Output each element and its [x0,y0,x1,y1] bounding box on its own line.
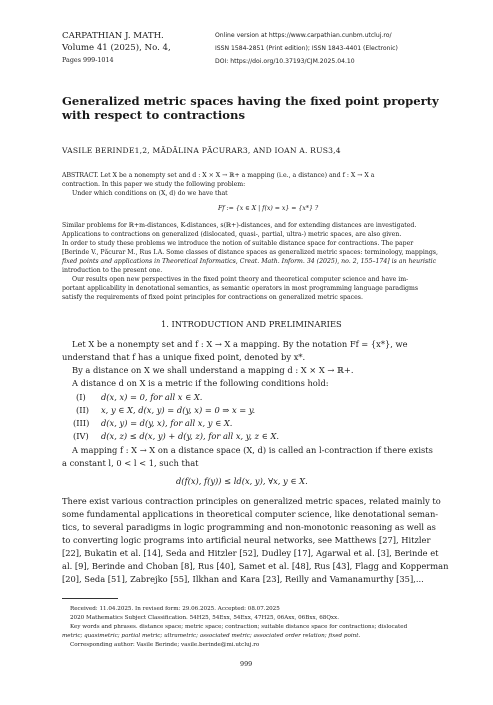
body-line: A distance d on X is a metric if the following conditions hold: [72,378,329,388]
footnote-keywords: Key words and phrases. distance space; metric space; contraction; suitable distance space for contractions; dislocated [70,624,408,630]
footnote-received: Received: 11.04.2025. In revised form: 29.06.2025. Accepted: 08.07.2025 [70,606,280,612]
contraction-formula: d(f(x), f(y)) ≤ ld(x, y), ∀x, y ∈ X. [176,476,308,486]
abstract-line: Similar problems for ℝ+m-distances, K-distances, s(ℝ+)-distances, and for extending distances are investigated. [62,222,417,229]
online-version-link[interactable]: Online version at https://www.carpathian.cunbm.utcluj.ro/ [215,32,392,39]
abstract-line-0 [62,172,374,180]
condition-label: (IV) [73,431,89,441]
abstract-line: Under which conditions on (X, d) do we have that [72,190,228,197]
paper-title-line1: Generalized metric spaces having the fixed point property [62,94,439,108]
abstract-line: contraction. In this paper we study the following problem: [62,181,246,188]
issn-line: ISSN 1584-2851 (Print edition); ISSN 1843-4401 (Electronic) [215,45,398,52]
body-line: A mapping f : X → X on a distance space (X, d) is called an l-contraction if there exists [72,445,433,455]
body-line: [22], Bukatin et al. [14], Seda and Hitzler [52], Dudley [17], Agarwal et al. [3], Berinde et [62,548,439,558]
condition-text: d(x, z) ≤ d(x, y) + d(y, z), for all x, y, z ∈ X. [101,431,279,441]
footnote-corresponding: Corresponding author: Vasile Berinde; vasile.berinde@mi.utcluj.ro [70,642,260,648]
footnote-msc: 2020 Mathematics Subject Classification. 54H25, 54Exx, 54Exx, 47H25, 06Axx, 06Bxx, 68Qxx. [70,615,339,621]
body-line: There exist various contraction principles on generalized metric spaces, related mainly to [62,496,441,506]
abstract-line: portant applicability in denotational semantics, as semantic operators in most programming language paradigms [62,285,419,292]
body-line: a constant l, 0 < l < 1, such that [62,458,199,468]
abstract-line: fixed points and applications in Theoretical Informatics, Creat. Math. Inform. 34 (2025), no. 2, 155–174] is an heuristic [62,258,437,265]
body-line: al. [9], Berinde and Choban [8], Rus [40], Samet et al. [48], Rus [43], Flagg and Kopperman [62,561,449,571]
authors: VASILE BERINDE1,2, MĂDĂLINA PĂCURAR3, AND IOAN A. RUS3,4 [62,146,341,155]
condition-label: (III) [73,418,90,428]
body-line: some fundamental applications in theoretical computer science, like denotational seman- [62,509,439,519]
condition-text: d(x, x) = 0, for all x ∈ X. [101,392,203,402]
abstract-line: introduction to the present one. [62,267,163,274]
abstract-label: ABSTRACT. [62,172,99,179]
page-number: 999 [240,660,253,668]
abstract-line: Our results open new perspectives in the fixed point theory and theoretical computer science and have im- [72,276,409,283]
condition-label: (II) [76,405,90,415]
section-heading: 1. INTRODUCTION AND PRELIMINARIES [161,319,342,329]
abstract-line: [Berinde V., Păcurar M., Rus I.A. Some classes of distance spaces as generalized metric spaces: terminology, mappings, [62,249,438,256]
abstract-formula: Ff := {x ∈ X | f(x) = x} = {x*} ? [218,205,319,212]
abstract-text: Let X be a nonempty set and d : X × X → ℝ+ a mapping (i.e., a distance) and f : X → X a [100,172,375,179]
footnote-keywords-cont: metric; quasimetric; partial metric; ultrametric; associated metric; associated order relation; fixed point. [62,633,361,639]
journal-volume: Volume 41 (2025), No. 4, [62,43,171,53]
body-line: to converting logic programs into artificial neural networks, see Matthews [27], Hitzler [62,535,431,545]
body-line: By a distance on X we shall understand a mapping d : X × X → ℝ+. [72,365,354,375]
footnote-rule [62,598,118,599]
paper-title-line2: with respect to contractions [62,108,245,122]
body-line: tics, to several paradigms in logic programming and non-monotonic reasoning as well as [62,522,436,532]
body-line: understand that f has a unique fixed point, denoted by x*. [62,352,306,362]
doi-link[interactable]: DOI: https://doi.org/10.37193/CJM.2025.04.10 [215,58,355,65]
abstract-line: Applications to contractions on generalized (dislocated, quasi-, partial, ultra-) metric spaces, are also given. [62,231,402,238]
body-line: [20], Seda [51], Zabrejko [55], Ilkhan and Kara [23], Reilly and Vamanamurthy [35],... [62,574,424,584]
abstract-line: In order to study these problems we introduce the notion of suitable distance space for contractions. The paper [62,240,414,247]
body-line: Let X be a nonempty set and f : X → X a mapping. By the notation Ff = {x*}, we [72,339,408,349]
abstract-line: satisfy the requirements of fixed point principles for contractions on generalized metric spaces. [62,294,363,301]
condition-text: x, y ∈ X, d(x, y) = d(y, x) = 0 ⇒ x = y. [101,405,256,415]
journal-pages: Pages 999-1014 [62,56,114,64]
journal-name: CARPATHIAN J. MATH. [62,31,164,41]
condition-text: d(x, y) = d(y, x), for all x, y ∈ X. [101,418,233,428]
condition-label: (I) [76,392,86,402]
